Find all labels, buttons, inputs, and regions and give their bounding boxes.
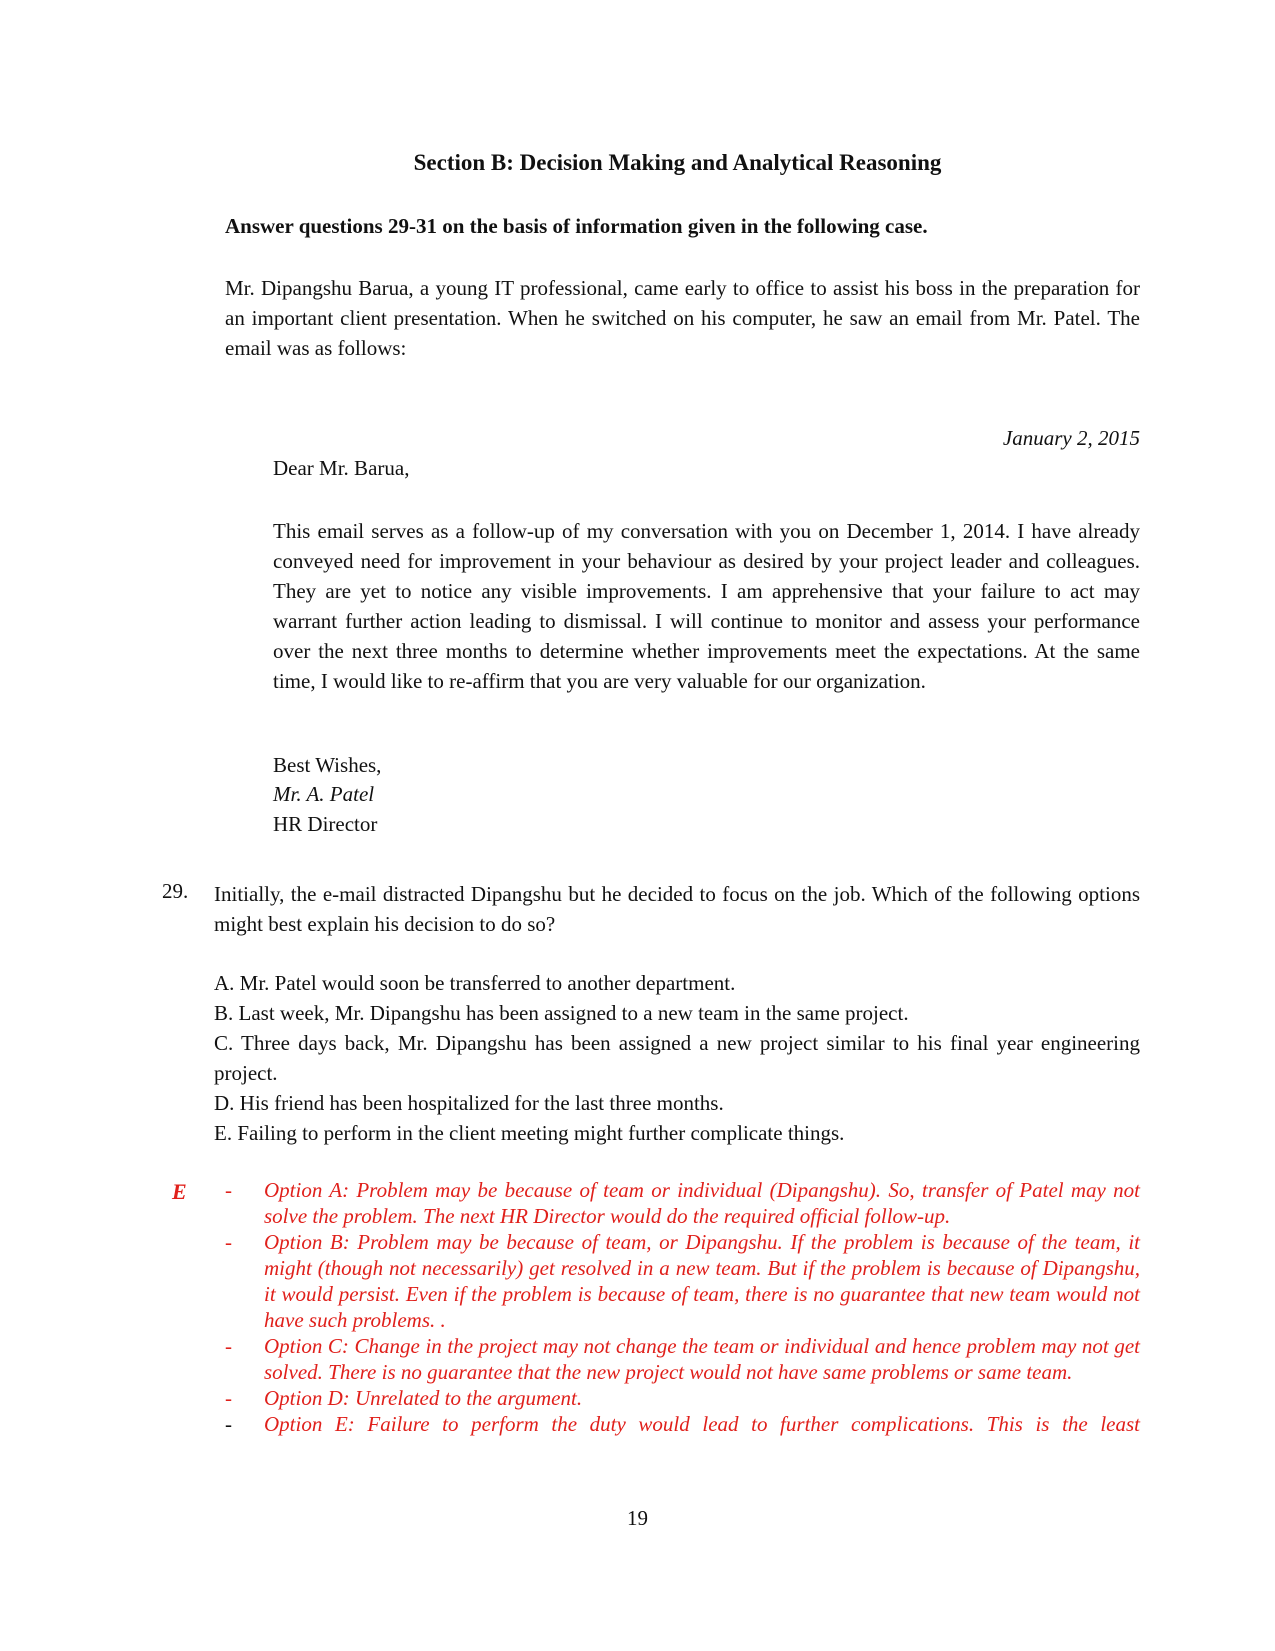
dash-bullet: - — [225, 1178, 232, 1202]
option-b: B. Last week, Mr. Dipangshu has been assigned to a new team in the same project. — [214, 1001, 909, 1025]
answer-letter: E — [172, 1179, 187, 1204]
question-number: 29. — [162, 879, 189, 903]
section-title: Section B: Decision Making and Analytical Reasoning — [413, 150, 942, 175]
email-date: January 2, 2015 — [1002, 426, 1140, 450]
case-intro-paragraph: Mr. Dipangshu Barua, a young IT professional, came early to office to assist his boss in the preparation for an important client presentation. When he switched on his computer, he saw an email from Mr. Patel. The email was as follows: — [225, 276, 1140, 360]
option-e: E. Failing to perform in the client meeting might further complicate things. — [214, 1121, 845, 1145]
explanation-text: Option C: Change in the project may not change the team or individual and hence problem may not get solved. There is no guarantee that the new project would not have same problems or same team. — [264, 1334, 1140, 1384]
answer-explanations — [224, 1177, 1140, 1437]
explanation-text: Option D: Unrelated to the argument. — [264, 1386, 583, 1410]
explanation-text: Option A: Problem may be because of team or individual (Dipangshu). So, transfer of Patel may not solve the problem. The next HR Director would do the required official follow-up. — [264, 1178, 1140, 1228]
explanation-text: Option E: Failure to perform the duty would lead to further complications. This is the least — [264, 1412, 1140, 1436]
question-text: Initially, the e-mail distracted Dipangshu but he decided to focus on the job. Which of the following options might best explain his decision to do so? — [214, 882, 1140, 936]
option-a: A. Mr. Patel would soon be transferred to another department. — [214, 971, 736, 995]
dash-bullet: - — [225, 1334, 232, 1358]
email-salutation: Dear Mr. Barua, — [273, 456, 410, 480]
question-options — [214, 968, 1140, 1148]
email-closing: Best Wishes, — [273, 753, 382, 777]
email-sender-title: HR Director — [273, 812, 378, 836]
dash-bullet: - — [225, 1386, 232, 1410]
dash-bullet: - — [225, 1230, 232, 1254]
email-body: This email serves as a follow-up of my conversation with you on December 1, 2014. I have already conveyed need for improvement in your behaviour as desired by your project leader and colleagues. They are yet to notice any visible improvements. I am apprehensive that your failure to act may warrant further action leading to dismissal. I will continue to monitor and assess your performance over the next three months to determine whether improvements meet the expectations. At the same time, I would like to re-affirm that you are very valuable for our organization. — [273, 519, 1140, 693]
explanation-item — [224, 1411, 1140, 1437]
option-c: C. Three days back, Mr. Dipangshu has been assigned a new project similar to his final year engineering project. — [214, 1031, 1140, 1085]
explanation-item — [224, 1385, 1140, 1411]
option-d: D. His friend has been hospitalized for the last three months. — [214, 1091, 724, 1115]
explanation-item — [224, 1333, 1140, 1385]
email-sender-name: Mr. A. Patel — [273, 782, 375, 806]
page-number: 19 — [627, 1506, 648, 1530]
dash-bullet: - — [225, 1412, 232, 1436]
explanation-item — [224, 1177, 1140, 1229]
explanation-item — [224, 1229, 1140, 1333]
case-instruction: Answer questions 29-31 on the basis of information given in the following case. — [225, 214, 928, 238]
explanation-text: Option B: Problem may be because of team, or Dipangshu. If the problem is because of the team, it might (though not necessarily) get resolved in a new team. But if the problem is because of Dipangshu, it would persist. Even if the problem is because of team, there is no guarantee that new team would not have such problems. . — [264, 1230, 1140, 1332]
